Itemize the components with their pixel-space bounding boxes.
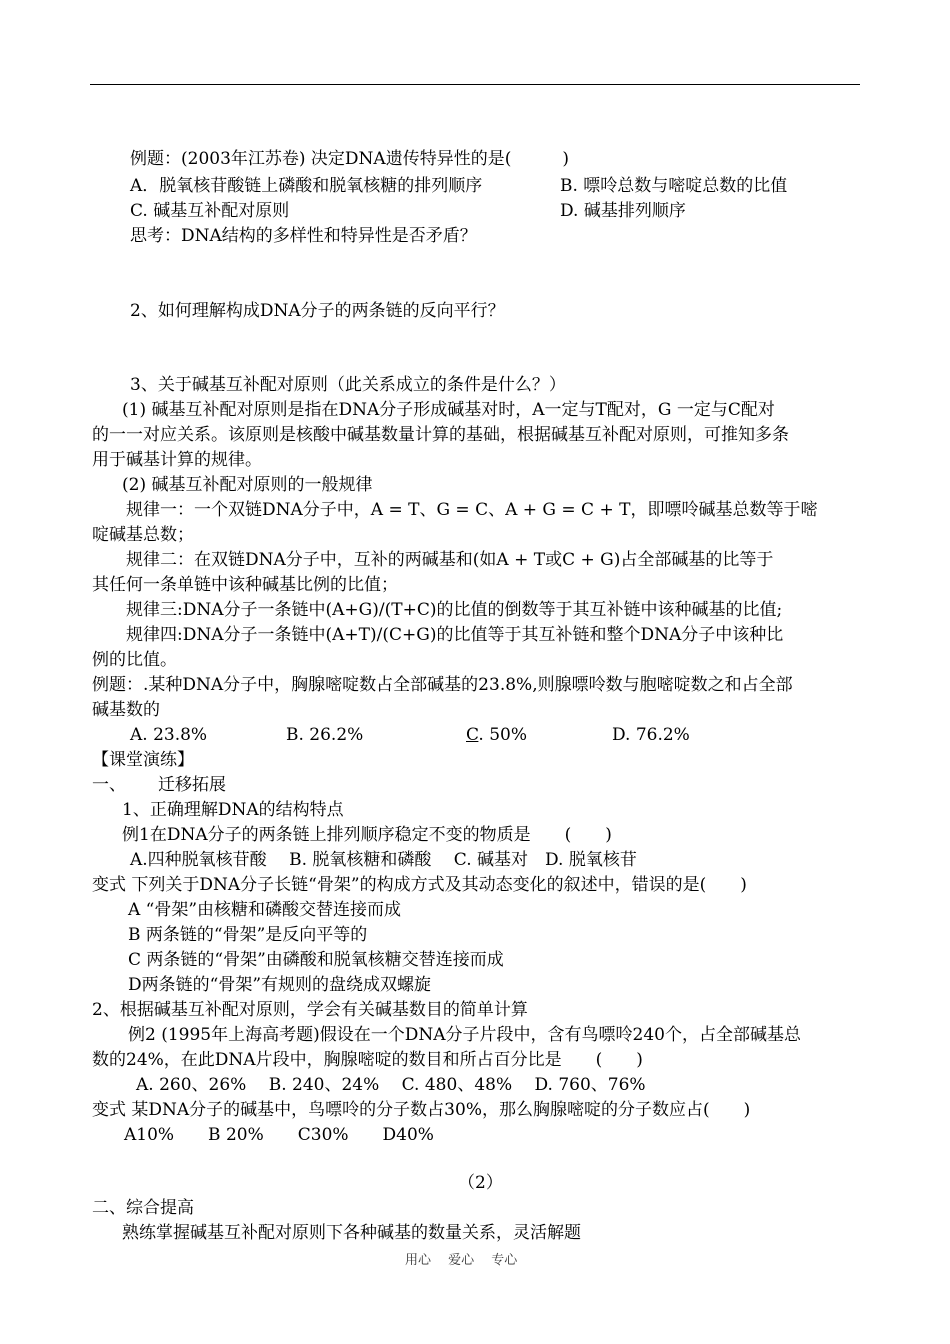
example-3-question: 例1在DNA分子的两条链上排列顺序稳定不变的物质是 ( )	[122, 825, 612, 845]
variant-1-option-d: D两条链的“骨架”有规则的盘绕成双螺旋	[128, 975, 432, 995]
rule-1-line-1: 规律一：一个双链DNA分子中，A = T、G = C、A + G = C + T，即嘌呤碱基总数等于嘧	[126, 500, 818, 520]
part-2-description: 熟练掌握碱基互补配对原则下各种碱基的数量关系，灵活解题	[122, 1223, 581, 1243]
example-question: 例题：(2003年江苏卷) 决定DNA遗传特异性的是( )	[130, 149, 569, 169]
variant-2-question: 变式 某DNA分子的碱基中，鸟嘌呤的分子数占30%，那么胸腺嘧啶的分子数应占( )	[92, 1100, 751, 1120]
example-2-option-a: A. 23.8%	[130, 725, 208, 745]
rule-3: 规律三:DNA分子一条链中(A+G)/(T+C)的比值的倒数等于其互补链中该种碱基的比值;	[126, 600, 783, 620]
topic-2-heading: 2、根据碱基互补配对原则，学会有关碱基数目的简单计算	[92, 1000, 528, 1020]
paragraph-2-heading: (2) 碱基互补配对原则的一般规律	[122, 475, 373, 495]
paragraph-1-line-3: 用于碱基计算的规律。	[92, 450, 262, 470]
option-d: D. 碱基排列顺序	[560, 201, 686, 221]
example-2-line-2: 碱基数的	[92, 700, 160, 720]
example-2-option-c	[466, 724, 527, 746]
header-rule	[90, 84, 860, 85]
paragraph-1-line-2: 的一一对应关系。该原则是核酸中碱基数量计算的基础，根据碱基互补配对原则，可推知多条	[92, 425, 789, 445]
part-1-title: 迁移拓展	[158, 775, 226, 795]
example-2-option-b: B. 26.2%	[286, 725, 364, 745]
part-1-number: 一、	[92, 775, 126, 795]
rule-4-line-2: 例的比值。	[92, 650, 177, 670]
rule-4-line-1: 规律四:DNA分子一条链中(A+T)/(C+G)的比值等于其互补链和整个DNA分子中该种比	[126, 625, 784, 645]
variant-2-options: A10% B 20% C30% D40%	[124, 1125, 434, 1145]
example-3-options: A.四种脱氧核苷酸 B. 脱氧核糖和磷酸 C. 碱基对 D. 脱氧核苷	[130, 850, 637, 870]
option-b: B. 嘌呤总数与嘧啶总数的比值	[560, 176, 788, 196]
footer-motto: 用心 爱心 专心	[405, 1253, 518, 1268]
page-number: （2）	[458, 1173, 503, 1193]
think-question: 思考：DNA结构的多样性和特异性是否矛盾？	[130, 226, 477, 246]
rule-2-line-1: 规律二：在双链DNA分子中，互补的两碱基和(如A + T或C + G)占全部碱基的比等于	[126, 550, 774, 570]
example-2-option-d: D. 76.2%	[612, 725, 690, 745]
rule-2-line-2: 其任何一条单链中该种碱基比例的比值；	[92, 575, 398, 595]
section-2-heading: 2、如何理解构成DNA分子的两条链的反向平行？	[130, 301, 505, 321]
classroom-practice-heading: 【课堂演练】	[92, 750, 194, 770]
variant-1-question: 变式 下列关于DNA分子长链“骨架”的构成方式及其动态变化的叙述中，错误的是( )	[92, 875, 747, 895]
example-4-options: A. 260、26% B. 240、24% C. 480、48% D. 760、76%	[136, 1075, 646, 1095]
option-c: C. 碱基互补配对原则	[130, 201, 290, 221]
example-2-line-1: 例题：.某种DNA分子中，胸腺嘧啶数占全部碱基的23.8%,则腺嘌呤数与胞嘧啶数之和占全部	[92, 675, 793, 695]
option-a: A．脱氧核苷酸链上磷酸和脱氧核糖的排列顺序	[130, 176, 483, 196]
variant-1-option-a: A “骨架”由核糖和磷酸交替连接而成	[128, 900, 402, 920]
answer-letter-c: C	[466, 725, 479, 745]
paragraph-1-line-1: (1) 碱基互补配对原则是指在DNA分子形成碱基对时，A一定与T配对，G 一定与C配对	[122, 400, 775, 420]
example-4-line-1: 例2 (1995年上海高考题)假设在一个DNA分子片段中，含有鸟嘌呤240个，占全部碱基总	[128, 1025, 801, 1045]
topic-1-heading: 1、正确理解DNA的结构特点	[122, 800, 344, 820]
part-2-heading: 二、综合提高	[92, 1198, 194, 1218]
section-3-heading: 3、关于碱基互补配对原则（此关系成立的条件是什么？）	[130, 375, 566, 395]
rule-1-line-2: 啶碱基总数；	[92, 525, 194, 545]
option-c-value: . 50%	[478, 725, 527, 745]
example-4-line-2: 数的24%，在此DNA片段中，胸腺嘧啶的数目和所占百分比是 ( )	[92, 1050, 643, 1070]
variant-1-option-b: B 两条链的“骨架”是反向平等的	[128, 925, 368, 945]
variant-1-option-c: C 两条链的“骨架”由磷酸和脱氧核糖交替连接而成	[128, 950, 504, 970]
